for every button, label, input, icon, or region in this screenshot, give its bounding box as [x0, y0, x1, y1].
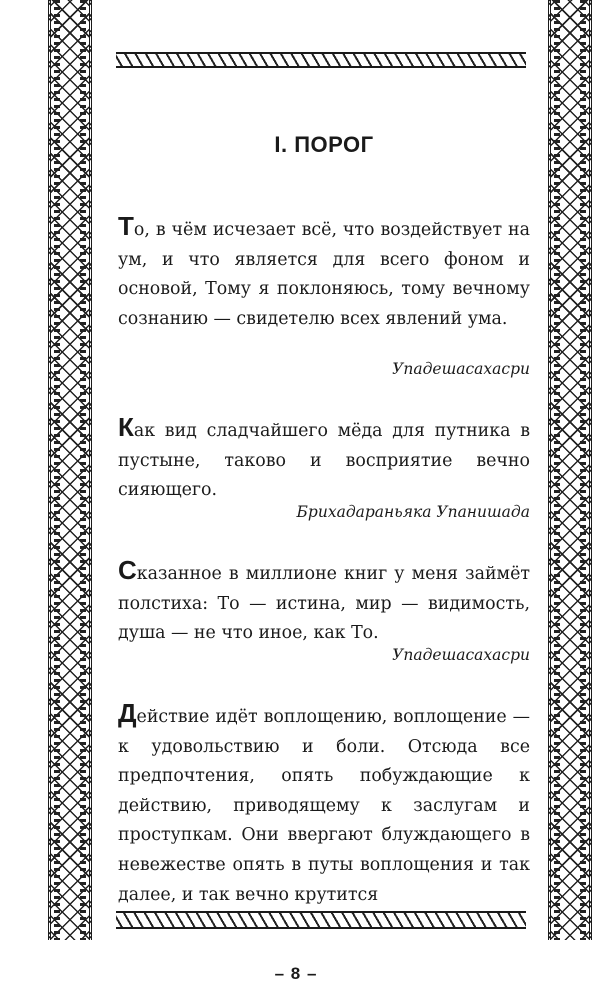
bottom-ornamental-rule [116, 911, 526, 929]
left-border-beads-inner [80, 0, 86, 940]
quote-2-initial: К [118, 412, 134, 442]
quote-1-initial: Т [118, 211, 134, 241]
quote-2-source: Брихадараньяка Упанишада [296, 503, 530, 521]
left-border-beads-outer [54, 0, 60, 940]
right-ornamental-border [548, 0, 592, 940]
quote-4-initial: Д [118, 698, 137, 728]
quote-3 [118, 556, 530, 649]
quote-1-source: Упадешасахасри [392, 360, 530, 378]
left-ornamental-border [48, 0, 92, 940]
quote-1-text: о, в чём исчезает всё, что воздействует на ум, и что является для всего фоном и основой, Тому я поклоняюсь, тому вечному сознанию — свидетелю всех явлений ума. [118, 220, 530, 329]
quote-2 [118, 413, 530, 506]
quote-3-text: казанное в миллионе книг у меня займёт полстиха: То — истина, мир — видимость, душа — не что иное, как То. [118, 564, 530, 644]
quote-3-initial: С [118, 555, 137, 585]
quote-1 [118, 212, 530, 334]
right-border-beads-outer [580, 0, 586, 940]
chapter-title: I. ПОРОГ [274, 132, 374, 157]
quote-3-source: Упадешасахасри [392, 646, 530, 664]
quote-4-text: ействие идёт воплощению, воплощение — к удовольствию и боли. Отсюда все предпочтения, опять побуждающие к действию, приводящему к заслугам и проступкам. Они ввергают блуждающего в невежестве опять в путы воплощения и так далее, и так вечно крутится [118, 707, 530, 905]
quote-4 [118, 699, 530, 910]
page-number: – 8 – [274, 964, 318, 983]
quote-2-text: ак вид сладчайшего мёда для путника в пустыне, таково и восприятие вечно сияющего. [118, 421, 530, 501]
top-ornamental-rule [116, 52, 526, 68]
right-border-beads-inner [554, 0, 560, 940]
